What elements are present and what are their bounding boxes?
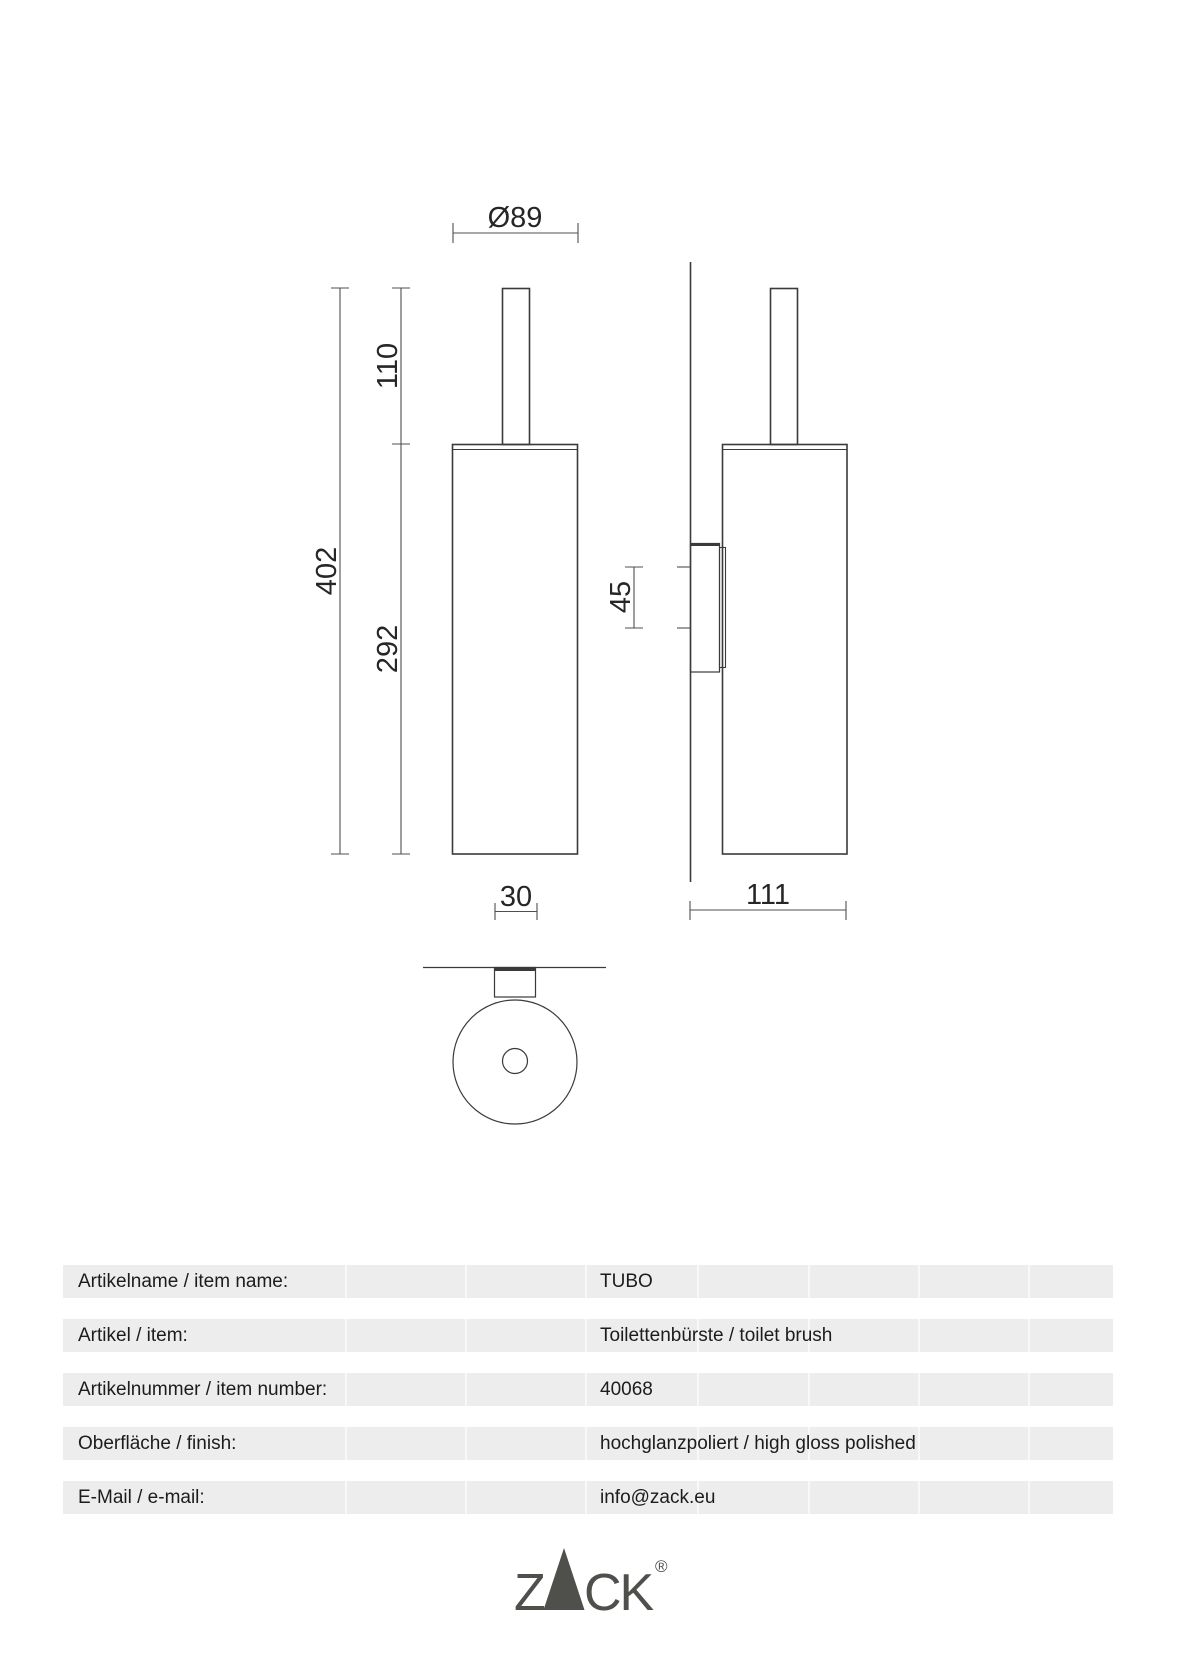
spec-value: 40068 [600,1379,653,1400]
cell-separator [918,1319,920,1352]
top-bracket-outline [495,968,536,998]
spec-value: hochglanzpoliert / high gloss polished [600,1433,916,1454]
spec-row-item [63,1319,1113,1352]
spec-row-item-number [63,1373,1113,1406]
dim-container-height-label: 292 [372,624,404,674]
cell-separator [585,1427,587,1460]
cell-separator [808,1265,810,1298]
spec-row-finish [63,1427,1113,1460]
dim-total-height-label: 402 [311,546,343,596]
cell-separator [1028,1481,1030,1514]
logo-registered-mark: ® [655,1557,668,1576]
spec-value: Toilettenbürste / toilet brush [600,1325,833,1346]
dim-mount-width-label: 30 [499,881,533,913]
cell-separator [585,1373,587,1406]
cell-separator [345,1265,347,1298]
cell-separator [918,1427,920,1460]
cell-separator [585,1319,587,1352]
spec-label: Artikelnummer / item number: [78,1379,328,1400]
cell-separator [345,1373,347,1406]
cell-separator [1028,1373,1030,1406]
cell-separator [918,1373,920,1406]
side-handle-outline [771,289,798,445]
top-view [423,968,606,1125]
front-view [453,289,578,855]
front-handle-outline [503,289,530,445]
spec-label: Artikel / item: [78,1325,188,1346]
spec-label: Oberfläche / finish: [78,1433,237,1454]
cell-separator [1028,1265,1030,1298]
logo-letters-ck: CK [584,1564,653,1616]
spec-value: TUBO [600,1271,653,1292]
cell-separator [465,1481,467,1514]
dim-depth-label: 111 [745,879,791,911]
cell-separator [808,1481,810,1514]
logo-triangle-a-icon [544,1548,585,1610]
top-handle-circle [503,1049,528,1074]
cell-separator [465,1427,467,1460]
cell-separator [465,1319,467,1352]
spec-row-item-name [63,1265,1113,1298]
side-container-outline [723,445,848,855]
cell-separator [345,1427,347,1460]
side-bracket-outline [691,544,720,673]
cell-separator [1028,1319,1030,1352]
cell-separator [1028,1427,1030,1460]
logo-letter-z: Z [514,1564,546,1616]
cell-separator [918,1265,920,1298]
side-view-dimensions [625,567,846,920]
cell-separator [697,1373,699,1406]
cell-separator [465,1373,467,1406]
zack-logo [514,1546,674,1616]
cell-separator [345,1319,347,1352]
dim-handle-length-label: 110 [372,342,404,390]
spec-label: E-Mail / e-mail: [78,1487,205,1508]
cell-separator [808,1373,810,1406]
spec-value: info@zack.eu [600,1487,716,1508]
cell-separator [585,1481,587,1514]
spec-row-email [63,1481,1113,1514]
front-container-outline [453,445,578,855]
dim-bracket-height-label: 45 [605,580,637,614]
spec-label: Artikelname / item name: [78,1271,289,1292]
cell-separator [345,1481,347,1514]
cell-separator [465,1265,467,1298]
dim-diameter-label: Ø89 [487,202,543,234]
front-view-dimensions [331,223,578,854]
top-container-circle [453,1000,577,1124]
side-view [691,262,848,882]
cell-separator [585,1265,587,1298]
cell-separator [697,1265,699,1298]
cell-separator [918,1481,920,1514]
